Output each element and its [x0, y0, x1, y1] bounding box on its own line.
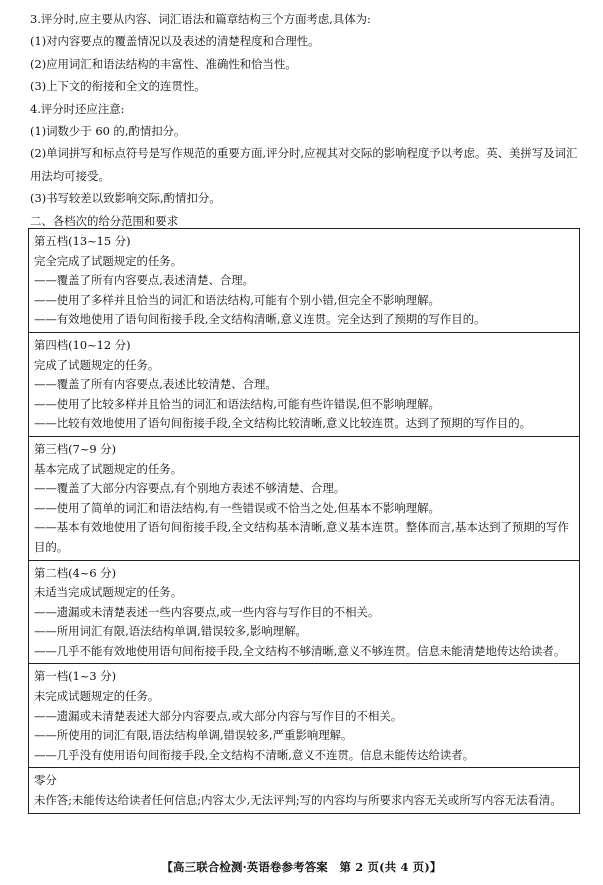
section-heading: 二、各档次的给分范围和要求 — [30, 213, 179, 228]
level-line: 完成了试题规定的任务。 — [34, 357, 160, 372]
level-title: 第五档(13~15 分) — [34, 234, 131, 248]
page-footer: 【高三联合检测·英语卷参考答案 第 2 页(共 4 页)】 — [161, 860, 442, 874]
level-cell — [29, 332, 580, 436]
note-line: (3)上下文的衔接和全文的连贯性。 — [30, 79, 206, 94]
level-line: ——所使用的词汇有限,语法结构单调,错误较多,严重影响理解。 — [34, 728, 353, 743]
level-line: ——遗漏或未清楚表述大部分内容要点,或大部分内容与写作目的不相关。 — [34, 708, 403, 723]
level-row — [29, 229, 580, 333]
level-cell — [29, 229, 580, 333]
level-title: 第一档(1~3 分) — [34, 669, 117, 684]
scoring-notes — [30, 8, 585, 232]
level-cell — [29, 664, 580, 768]
level-line: 完全完成了试题规定的任务。 — [34, 253, 183, 268]
level-row — [29, 768, 580, 813]
level-line: ——几乎不能有效地使用语句间衔接手段,全文结构不够清晰,意义不够连贯。信息未能清楚地传达给读者。 — [34, 643, 566, 658]
level-title: 第四档(10~12 分) — [34, 337, 131, 352]
level-cell — [29, 768, 580, 813]
level-row — [29, 560, 580, 664]
level-line: ——所用词汇有限,语法结构单调,错误较多,影响理解。 — [34, 624, 307, 639]
note-line: (1)对内容要点的覆盖情况以及表述的清楚程度和合理性。 — [30, 34, 320, 49]
level-title: 第三档(7~9 分) — [34, 441, 117, 456]
level-line: ——几乎没有使用语句间衔接手段,全文结构不清晰,意义不连贯。信息未能传达给读者。 — [34, 747, 475, 762]
level-title: 第二档(4~6 分) — [34, 565, 117, 580]
scoring-levels-table — [28, 228, 580, 814]
note-line: (1)词数少于 60 的,酌情扣分。 — [30, 124, 186, 139]
level-line: 未作答;未能传达给读者任何信息;内容太少,无法评判;写的内容均与所要求内容无关或所写内容无法看清。 — [34, 793, 562, 808]
level-line: ——覆盖了大部分内容要点,有个别地方表述不够清楚、合理。 — [34, 481, 346, 496]
level-line: ——使用了简单的词汇和语法结构,有一些错误或不恰当之处,但基本不影响理解。 — [34, 500, 440, 515]
level-line: ——覆盖了所有内容要点,表述清楚、合理。 — [34, 273, 255, 288]
level-title: 零分 — [34, 773, 57, 788]
level-row — [29, 664, 580, 768]
level-line: ——有效地使用了语句间衔接手段,全文结构清晰,意义连贯。完全达到了预期的写作目的。 — [34, 312, 486, 327]
level-line: 未完成试题规定的任务。 — [34, 689, 160, 704]
note-line: (3)书写较差以致影响交际,酌情扣分。 — [30, 191, 221, 206]
level-line: ——使用了多样并且恰当的词汇和语法结构,可能有个别小错,但完全不影响理解。 — [34, 292, 440, 307]
level-line: ——基本有效地使用了语句间衔接手段,全文结构基本清晰,意义基本连贯。整体而言,基本达到了预期的写作目的。 — [34, 520, 569, 554]
level-line: ——覆盖了所有内容要点,表述比较清楚、合理。 — [34, 377, 277, 392]
level-cell — [29, 436, 580, 560]
level-row — [29, 436, 580, 560]
level-cell — [29, 560, 580, 664]
note-line: (2)应用词汇和语法结构的丰富性、准确性和恰当性。 — [30, 56, 297, 71]
level-line: ——比较有效地使用了语句间衔接手段,全文结构比较清晰,意义比较连贯。达到了预期的写作目的。 — [34, 416, 532, 431]
level-row — [29, 332, 580, 436]
note-line: (2)单词拼写和标点符号是写作规范的重要方面,评分时,应视其对交际的影响程度予以考虑。英、美拼写及词汇用法均可接受。 — [30, 146, 578, 183]
level-line: ——使用了比较多样并且恰当的词汇和语法结构,可能有些许错误,但不影响理解。 — [34, 396, 440, 411]
level-line: 未适当完成试题规定的任务。 — [34, 585, 183, 600]
note-line: 4.评分时还应注意: — [30, 101, 125, 116]
level-line: 基本完成了试题规定的任务。 — [34, 461, 183, 476]
level-line: ——遗漏或未清楚表述一些内容要点,或一些内容与写作目的不相关。 — [34, 604, 380, 619]
note-line: 3.评分时,应主要从内容、词汇语法和篇章结构三个方面考虑,具体为: — [30, 12, 371, 26]
